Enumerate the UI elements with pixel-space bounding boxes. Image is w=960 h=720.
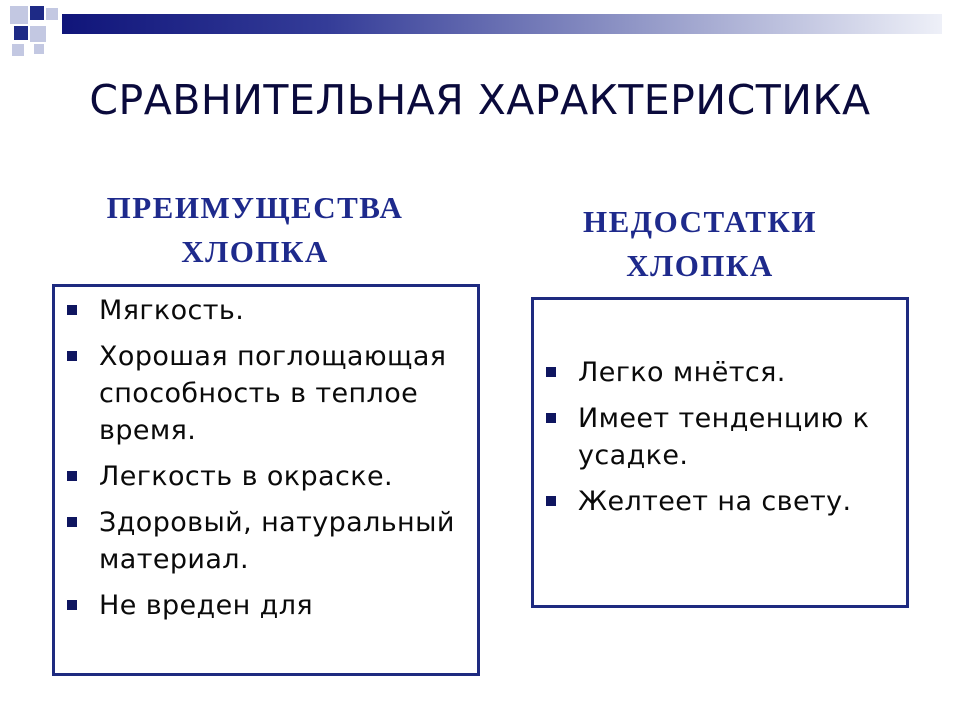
decor-square [14,26,28,40]
square-bullet-icon [67,600,77,610]
list-item [64,587,476,624]
disadvantages-heading-line1: НЕДОСТАТКИ [582,204,818,239]
disadvantages-heading-line2: ХЛОПКА [626,248,774,283]
square-bullet-icon [546,496,556,506]
list-item [64,504,476,578]
header-gradient-bar [62,14,942,34]
list-item [543,354,903,391]
advantages-list [64,292,476,633]
list-item [543,400,903,474]
advantages-heading [60,186,450,274]
list-item-text: Мягкость. [99,295,245,326]
square-bullet-icon [67,471,77,481]
list-item-text: Хорошая поглощающая способность в теплое время. [99,341,447,446]
square-bullet-icon [546,367,556,377]
list-item-text: Здоровый, натуральный материал. [99,507,455,575]
list-item-text: Не вреден для [99,590,314,621]
list-item-text: Легкость в окраске. [99,461,393,492]
square-bullet-icon [67,517,77,527]
decor-square [10,6,28,24]
list-item [64,338,476,449]
list-item-text: Легко мнётся. [578,357,786,388]
decor-square [30,6,44,20]
list-item-text: Желтеет на свету. [578,486,852,517]
list-item [64,292,476,329]
decor-square [46,8,58,20]
square-bullet-icon [67,305,77,315]
list-item [543,483,903,520]
decor-square [30,26,46,42]
square-bullet-icon [67,351,77,361]
page-title: СРАВНИТЕЛЬНАЯ ХАРАКТЕРИСТИКА [89,76,871,124]
advantages-heading-line1: ПРЕИМУЩЕСТВА [106,190,404,225]
decor-square [12,44,24,56]
decor-square [34,44,44,54]
list-item [64,458,476,495]
disadvantages-list [543,354,903,529]
list-item-text: Имеет тенденцию к усадке. [578,403,870,471]
square-bullet-icon [546,413,556,423]
advantages-heading-line2: ХЛОПКА [181,234,329,269]
disadvantages-heading [520,200,880,288]
